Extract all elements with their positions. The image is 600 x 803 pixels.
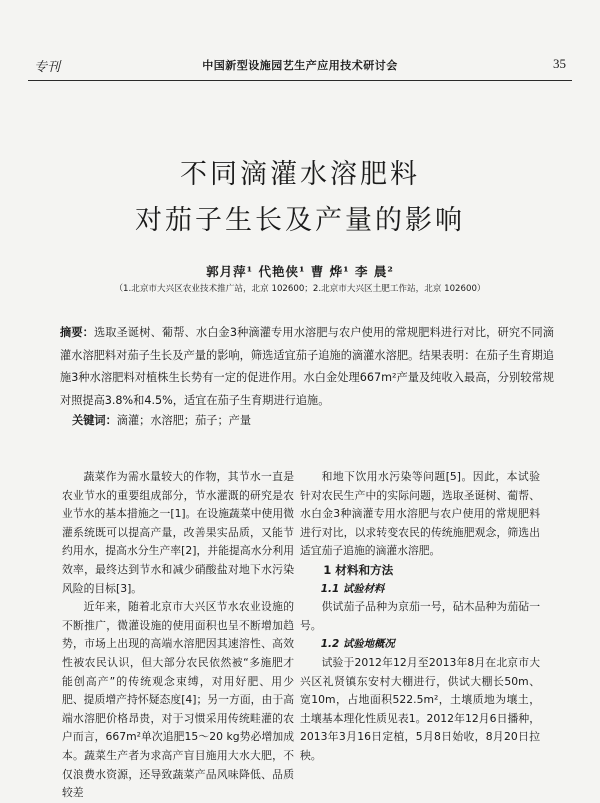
keywords-text: 滴灌；水溶肥；茄子；产量 <box>116 414 252 427</box>
paper-title-line-2: 对茄子生长及产量的影响 <box>135 205 465 236</box>
author-list: 郭月萍¹ 代艳侠¹ 曹 烨¹ 李 晨² <box>206 264 394 279</box>
abstract-label: 摘要： <box>60 326 94 339</box>
subsection-heading-site: 1.2 试验地概况 <box>320 638 395 651</box>
keywords-label: 关键词： <box>72 414 117 427</box>
paper-title-line-1: 不同滴灌水溶肥料 <box>180 159 420 190</box>
header-rule <box>28 80 572 81</box>
section-heading-methods: 1 材料和方法 <box>323 562 394 577</box>
left-column <box>62 468 294 803</box>
intro-paragraph-2: 近年来，随着北京市大兴区节水农业设施的不断推广，微灌设施的使用面积也呈不断增加趋势，市场上出现的高端水溶肥因其速溶性、高效性被农民认识，但大部分农民依然被“多施肥才能创高产”的传统观念束缚，对用好肥、用少肥、提质增产持怀疑态度[4]；另一方面，由于高端水溶肥价格昂贵，对于习惯采用传统畦灌的农户而言，667m²单次追肥15～20 kg势必增加成本。蔬菜生产者为求高产盲目施用大水大肥，不仅浪费水资源，还导致蔬菜产品风味降低、品质较差 <box>62 600 294 800</box>
section-label: 专刊 <box>34 59 61 74</box>
conference-title: 中国新型设施园艺生产应用技术研讨会 <box>202 59 398 72</box>
site-paragraph: 试验于2012年12月至2013年8月在北京市大兴区礼贤镇东安村大棚进行，供试大棚长50m、宽10m，占地面积522.5m²，土壤质地为壤土，土壤基本理化性质见表1。2012年12月6日播种，2013年3月16日定植，5月8日始收，8月20日拉秧。 <box>300 655 540 762</box>
keywords <box>72 412 554 428</box>
page-header <box>28 56 572 76</box>
abstract-text: 选取圣诞树、葡帮、水白金3种滴灌专用水溶肥与农户使用的常规肥料进行对比，研究不同滴灌水溶肥料对茄子生长及产量的影响，筛选适宜茄子追施的滴灌水溶肥。结果表明：在茄子生育期追施3种水溶肥料对植株生长势有一定的促进作用。水白金处理667m²产量及纯收入最高，分别较常规对照提高3.8%和4.5%，适宜在茄子生育期进行追施。 <box>60 326 554 407</box>
materials-paragraph: 供试茄子品种为京茄一号，砧木品种为茄砧一号。 <box>300 600 540 632</box>
subsection-heading-materials: 1.1 试验材料 <box>320 582 385 595</box>
intro-paragraph-1: 蔬菜作为需水量较大的作物，其节水一直是农业节水的重要组成部分，节水灌溉的研究是农业节水的基本措施之一[1]。在设施蔬菜中使用微灌系统既可以提高产量，改善果实品质，又能节约用水，提高水分生产率[2]，并能提高水分利用效率，最终达到节水和减少硝酸盐对地下水污染风险的目标[3]。 <box>62 470 294 595</box>
intro-paragraph-3: 和地下饮用水污染等问题[5]。因此，本试验针对农民生产中的实际问题，选取圣诞树、葡帮、水白金3种滴灌专用水溶肥与农户使用的常规肥料进行对比，以求转变农民的传统施肥观念，筛选出适宜茄子追施的滴灌水溶肥。 <box>300 470 540 558</box>
affiliation: （1.北京市大兴区农业技术推广站，北京 102600；2.北京市大兴区土肥工作站，北京 102600） <box>114 284 486 294</box>
page-number: 35 <box>553 56 566 71</box>
abstract <box>60 322 554 412</box>
right-column <box>300 468 540 766</box>
